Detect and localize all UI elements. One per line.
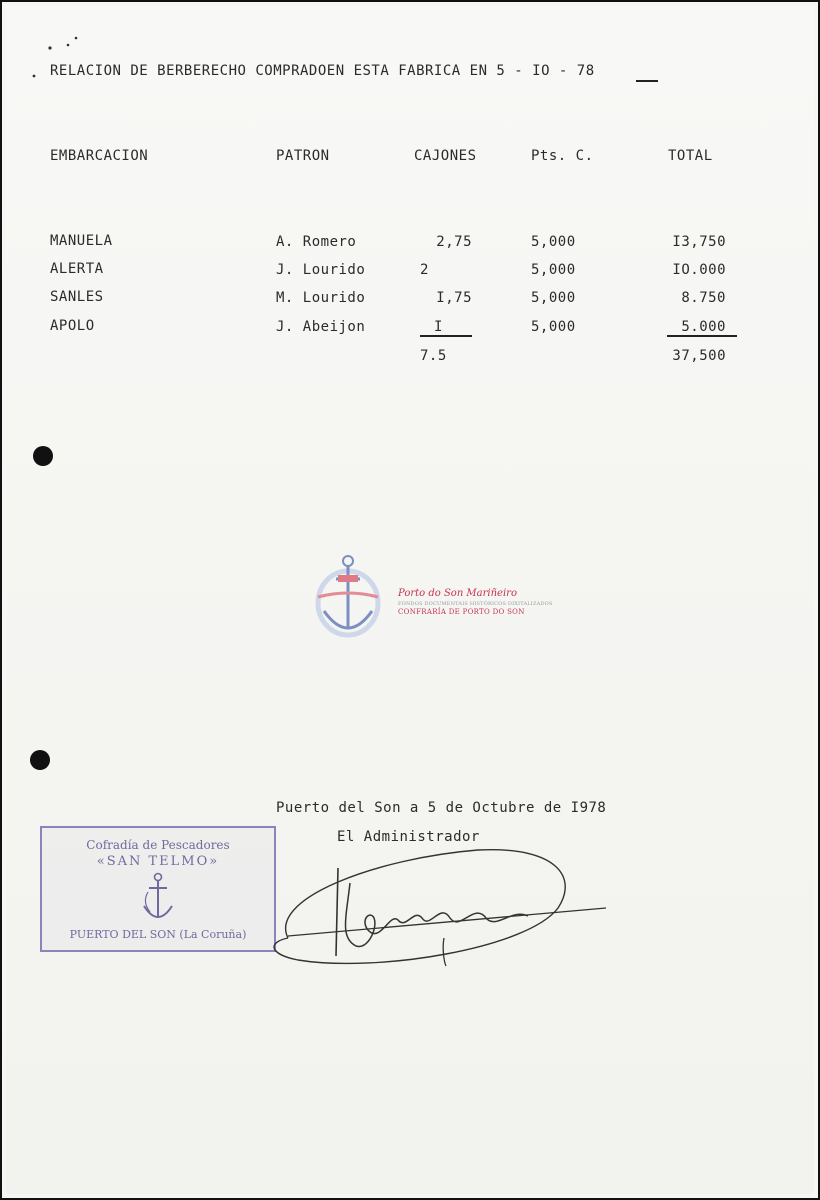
row-pts: 5,000 xyxy=(531,319,576,335)
row-patron: J. Lourido xyxy=(276,262,366,278)
signer-role: El Administrador xyxy=(337,829,480,845)
stamp-line-2: «SAN TELMO» xyxy=(96,854,220,869)
watermark-org: CONFRARÍA DE PORTO DO SON xyxy=(398,608,525,616)
row-pts: 5,000 xyxy=(531,290,576,306)
header-embarcacion: EMBARCACION xyxy=(50,148,149,164)
total-cajones: 7.5 xyxy=(420,348,447,364)
row-embarcacion: MANUELA xyxy=(50,233,113,249)
stamp-anchor-icon xyxy=(140,872,176,924)
row-cajones: 2,75 xyxy=(436,234,472,250)
anchor-logo-icon xyxy=(312,553,384,645)
binder-hole-top xyxy=(33,446,53,466)
stamp-line-1: Cofradía de Pescadores xyxy=(86,838,230,852)
cajones-sum-underline xyxy=(420,335,472,337)
row-embarcacion: SANLES xyxy=(50,289,104,305)
archive-watermark xyxy=(398,588,553,616)
row-total: 8.750 xyxy=(681,290,726,306)
title-year-underline xyxy=(636,80,658,82)
place-date: Puerto del Son a 5 de Octubre de I978 xyxy=(276,800,607,816)
header-total: TOTAL xyxy=(668,148,713,164)
row-embarcacion: ALERTA xyxy=(50,261,104,277)
row-cajones: I xyxy=(434,319,443,335)
row-pts: 5,000 xyxy=(531,234,576,250)
row-cajones: 2 xyxy=(420,262,429,278)
row-total: 5.000 xyxy=(681,319,726,335)
row-cajones: I,75 xyxy=(436,290,472,306)
row-embarcacion: APOLO xyxy=(50,318,95,334)
stamp-line-3: PUERTO DEL SON (La Coruña) xyxy=(69,928,247,941)
watermark-subtitle: FONDOS DOCUMENTAIS HISTÓRICOS DIXITALIZADOS xyxy=(398,601,553,607)
handwritten-signature xyxy=(228,838,618,978)
header-cajones: CAJONES xyxy=(414,148,477,164)
row-total: I3,750 xyxy=(672,234,726,250)
grand-total: 37,500 xyxy=(672,348,726,364)
row-patron: J. Abeijon xyxy=(276,319,366,335)
row-patron: A. Romero xyxy=(276,234,357,250)
row-patron: M. Lourido xyxy=(276,290,366,306)
row-total: IO.000 xyxy=(672,262,726,278)
binder-hole-bottom xyxy=(30,750,50,770)
header-pts: Pts. C. xyxy=(531,148,594,164)
header-patron: PATRON xyxy=(276,148,330,164)
total-sum-underline xyxy=(667,335,737,337)
row-pts: 5,000 xyxy=(531,262,576,278)
document-title: RELACION DE BERBERECHO COMPRADOEN ESTA FABRICA EN 5 - IO - 78 xyxy=(50,63,595,79)
watermark-title: Porto do Son Mariñeiro xyxy=(398,588,517,599)
